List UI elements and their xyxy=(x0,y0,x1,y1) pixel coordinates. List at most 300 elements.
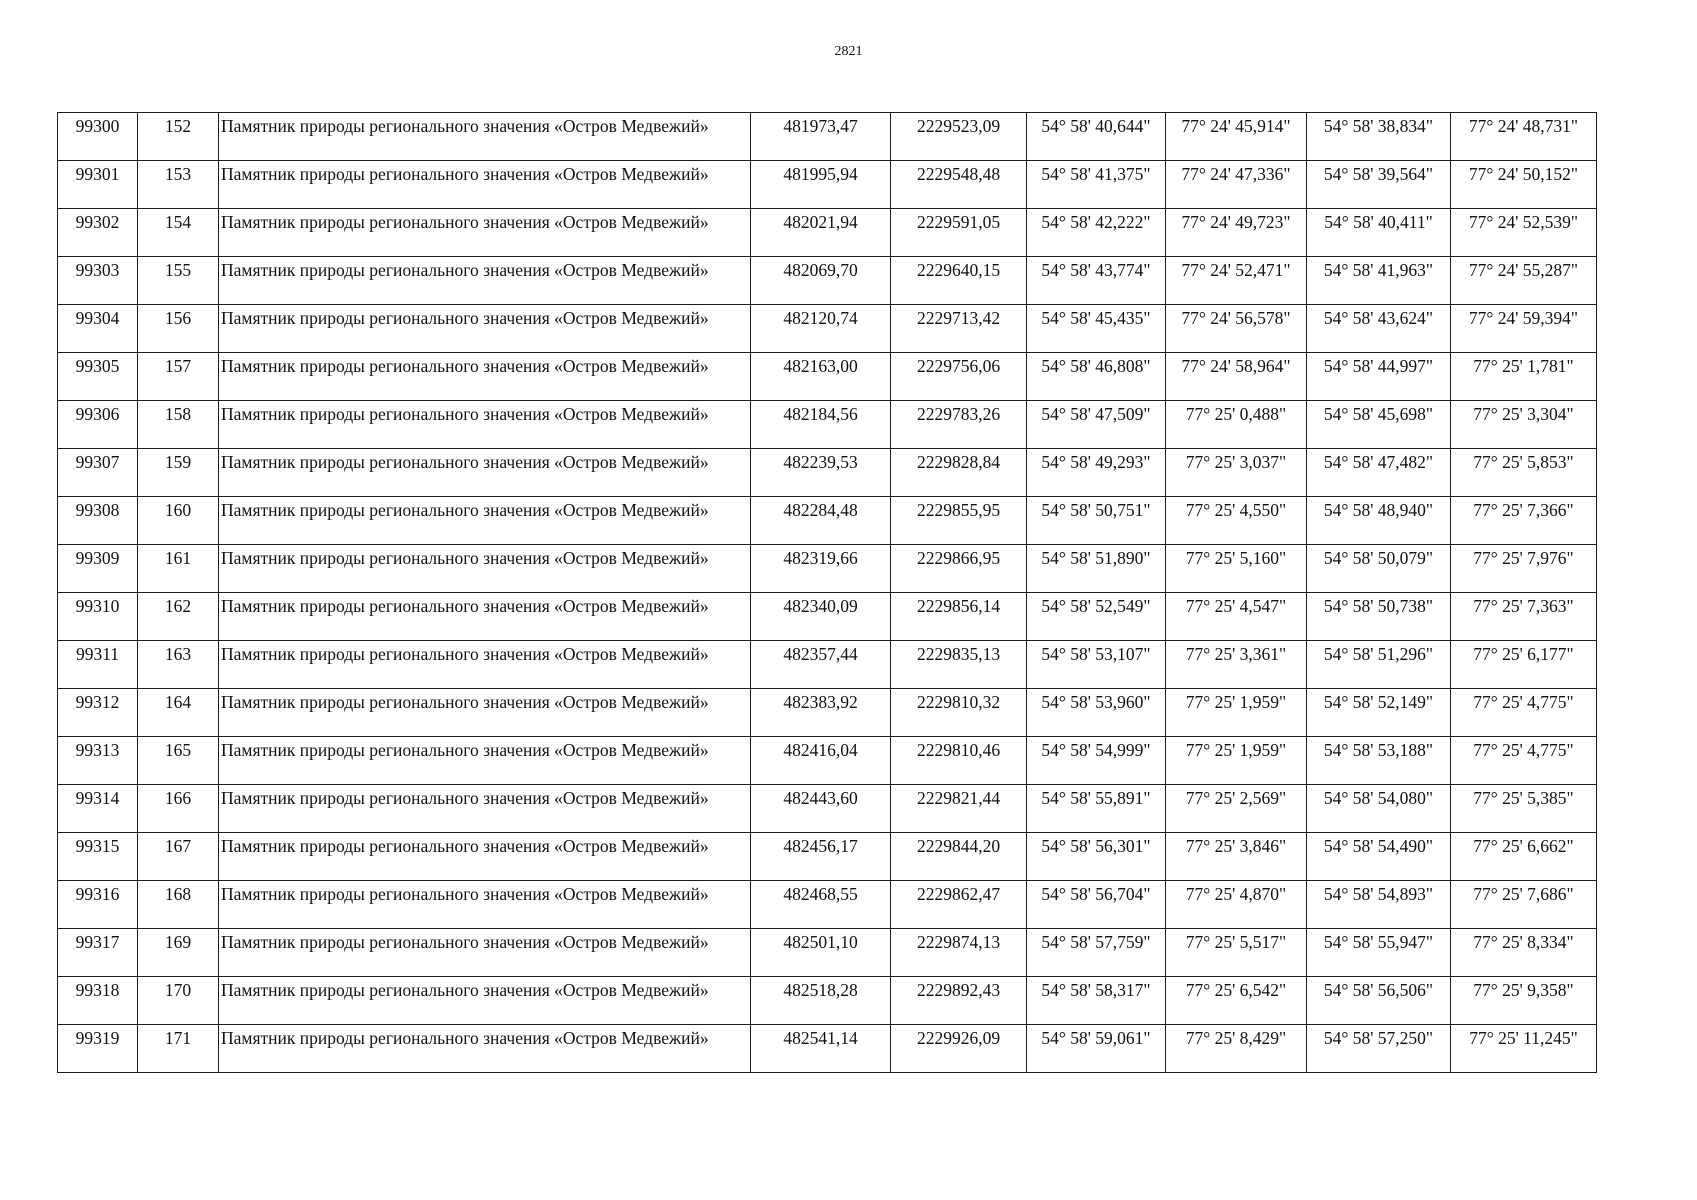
latitude-1-cell xyxy=(1027,593,1166,641)
table-row xyxy=(58,1025,1597,1073)
point-number-cell xyxy=(138,929,219,977)
point-id-text: 99319 xyxy=(75,1028,120,1048)
coord-y-text: 2229874,13 xyxy=(916,932,1001,952)
latitude-1-cell xyxy=(1027,257,1166,305)
table-row xyxy=(58,497,1597,545)
latitude-2-text: 54° 58' 45,698" xyxy=(1323,404,1434,424)
longitude-2-text: 77° 25' 1,781" xyxy=(1473,356,1574,376)
table-row xyxy=(58,449,1597,497)
latitude-1-text: 54° 58' 43,774" xyxy=(1041,260,1151,280)
point-number-cell xyxy=(138,449,219,497)
longitude-2-text: 77° 25' 11,245" xyxy=(1469,1028,1578,1048)
table-row xyxy=(58,305,1597,353)
coord-y-cell xyxy=(891,833,1027,881)
longitude-1-text: 77° 25' 4,550" xyxy=(1185,500,1287,520)
latitude-1-cell xyxy=(1027,209,1166,257)
longitude-1-cell xyxy=(1166,257,1307,305)
coord-x-cell xyxy=(751,305,891,353)
table-row xyxy=(58,737,1597,785)
longitude-2-cell xyxy=(1451,161,1597,209)
longitude-2-text: 77° 25' 6,177" xyxy=(1473,644,1574,664)
object-name-cell xyxy=(219,161,751,209)
point-id-cell xyxy=(58,497,138,545)
point-number-cell xyxy=(138,785,219,833)
longitude-1-text: 77° 24' 52,471" xyxy=(1181,260,1291,280)
latitude-2-cell xyxy=(1307,929,1451,977)
object-name-text: Памятник природы регионального значения «Остров Медвежий» xyxy=(221,980,709,1000)
latitude-1-cell xyxy=(1027,641,1166,689)
point-number-cell xyxy=(138,641,219,689)
point-number-text: 159 xyxy=(164,452,192,472)
point-number-text: 161 xyxy=(164,548,192,568)
longitude-2-text: 77° 25' 4,775" xyxy=(1473,740,1574,760)
coordinates-table xyxy=(57,112,1597,1073)
latitude-2-text: 54° 58' 50,079" xyxy=(1323,548,1434,568)
object-name-cell xyxy=(219,257,751,305)
latitude-1-text: 54° 58' 46,808" xyxy=(1041,356,1151,376)
table-row xyxy=(58,161,1597,209)
longitude-1-text: 77° 25' 1,959" xyxy=(1185,692,1287,712)
point-id-cell xyxy=(58,545,138,593)
longitude-1-text: 77° 24' 45,914" xyxy=(1181,116,1291,136)
point-id-text: 99313 xyxy=(75,740,120,760)
latitude-2-cell xyxy=(1307,737,1451,785)
latitude-2-cell xyxy=(1307,161,1451,209)
latitude-2-cell xyxy=(1307,449,1451,497)
object-name-text: Памятник природы регионального значения «Остров Медвежий» xyxy=(221,452,709,472)
latitude-1-cell xyxy=(1027,161,1166,209)
point-id-text: 99314 xyxy=(75,788,120,808)
point-id-cell xyxy=(58,929,138,977)
latitude-2-cell xyxy=(1307,545,1451,593)
latitude-1-text: 54° 58' 53,960" xyxy=(1041,692,1151,712)
longitude-1-text: 77° 25' 8,429" xyxy=(1185,1028,1287,1048)
coord-y-cell xyxy=(891,737,1027,785)
longitude-2-text: 77° 25' 5,385" xyxy=(1473,788,1574,808)
object-name-cell xyxy=(219,737,751,785)
point-id-text: 99306 xyxy=(75,404,120,424)
point-number-cell xyxy=(138,353,219,401)
coord-y-cell xyxy=(891,929,1027,977)
point-id-cell xyxy=(58,161,138,209)
point-id-text: 99302 xyxy=(75,212,120,232)
latitude-2-text: 54° 58' 43,624" xyxy=(1323,308,1434,328)
coord-y-text: 2229855,95 xyxy=(916,500,1001,520)
table-row xyxy=(58,113,1597,161)
longitude-1-cell xyxy=(1166,161,1307,209)
coord-x-cell xyxy=(751,545,891,593)
coord-x-cell xyxy=(751,401,891,449)
longitude-2-text: 77° 25' 7,363" xyxy=(1473,596,1574,616)
object-name-text: Памятник природы регионального значения «Остров Медвежий» xyxy=(221,788,709,808)
longitude-2-cell xyxy=(1451,689,1597,737)
latitude-1-text: 54° 58' 54,999" xyxy=(1041,740,1151,760)
latitude-1-text: 54° 58' 49,293" xyxy=(1041,452,1151,472)
longitude-2-cell xyxy=(1451,881,1597,929)
latitude-2-cell xyxy=(1307,593,1451,641)
latitude-1-cell xyxy=(1027,737,1166,785)
longitude-1-cell xyxy=(1166,881,1307,929)
coord-x-text: 482541,14 xyxy=(783,1028,858,1048)
longitude-2-cell xyxy=(1451,737,1597,785)
point-id-cell xyxy=(58,593,138,641)
object-name-cell xyxy=(219,497,751,545)
table-row xyxy=(58,641,1597,689)
longitude-1-text: 77° 25' 5,517" xyxy=(1185,932,1287,952)
coord-x-cell xyxy=(751,881,891,929)
coord-x-text: 481995,94 xyxy=(783,164,858,184)
coord-y-text: 2229756,06 xyxy=(916,356,1001,376)
coord-x-cell xyxy=(751,689,891,737)
point-id-text: 99300 xyxy=(75,116,120,136)
coord-x-text: 482120,74 xyxy=(783,308,858,328)
point-number-text: 171 xyxy=(164,1028,192,1048)
object-name-text: Памятник природы регионального значения «Остров Медвежий» xyxy=(221,260,709,280)
latitude-1-cell xyxy=(1027,1025,1166,1073)
point-number-text: 169 xyxy=(164,932,192,952)
point-id-text: 99307 xyxy=(75,452,120,472)
point-id-cell xyxy=(58,737,138,785)
longitude-1-cell xyxy=(1166,449,1307,497)
point-number-cell xyxy=(138,305,219,353)
latitude-2-text: 54° 58' 53,188" xyxy=(1323,740,1434,760)
object-name-cell xyxy=(219,881,751,929)
coord-x-text: 482021,94 xyxy=(783,212,858,232)
latitude-2-text: 54° 58' 50,738" xyxy=(1323,596,1434,616)
coord-x-cell xyxy=(751,113,891,161)
point-number-text: 152 xyxy=(164,116,192,136)
coord-y-cell xyxy=(891,689,1027,737)
coord-x-text: 482456,17 xyxy=(783,836,858,856)
longitude-1-cell xyxy=(1166,737,1307,785)
point-number-cell xyxy=(138,257,219,305)
object-name-text: Памятник природы регионального значения «Остров Медвежий» xyxy=(221,548,709,568)
latitude-2-text: 54° 58' 47,482" xyxy=(1323,452,1434,472)
longitude-2-cell xyxy=(1451,641,1597,689)
table-row xyxy=(58,593,1597,641)
latitude-1-cell xyxy=(1027,353,1166,401)
coord-y-cell xyxy=(891,209,1027,257)
longitude-2-text: 77° 24' 52,539" xyxy=(1468,212,1579,232)
latitude-2-text: 54° 58' 41,963" xyxy=(1323,260,1434,280)
coord-y-text: 2229828,84 xyxy=(916,452,1001,472)
coord-x-text: 482357,44 xyxy=(783,644,858,664)
longitude-1-cell xyxy=(1166,1025,1307,1073)
point-number-text: 155 xyxy=(164,260,192,280)
latitude-2-text: 54° 58' 44,997" xyxy=(1323,356,1434,376)
longitude-1-text: 77° 25' 3,037" xyxy=(1185,452,1287,472)
longitude-2-cell xyxy=(1451,305,1597,353)
coord-y-text: 2229640,15 xyxy=(916,260,1001,280)
longitude-2-text: 77° 25' 7,686" xyxy=(1473,884,1574,904)
point-number-text: 165 xyxy=(164,740,192,760)
longitude-2-cell xyxy=(1451,545,1597,593)
coord-y-cell xyxy=(891,881,1027,929)
coord-x-cell xyxy=(751,833,891,881)
longitude-1-text: 77° 25' 1,959" xyxy=(1185,740,1287,760)
table-row xyxy=(58,833,1597,881)
latitude-2-text: 54° 58' 54,490" xyxy=(1323,836,1434,856)
longitude-2-cell xyxy=(1451,353,1597,401)
latitude-1-text: 54° 58' 51,890" xyxy=(1041,548,1151,568)
coord-x-text: 482501,10 xyxy=(783,932,858,952)
latitude-1-cell xyxy=(1027,689,1166,737)
longitude-1-text: 77° 25' 2,569" xyxy=(1185,788,1287,808)
coord-y-text: 2229892,43 xyxy=(916,980,1001,1000)
point-number-cell xyxy=(138,689,219,737)
point-number-text: 156 xyxy=(164,308,192,328)
coord-y-text: 2229844,20 xyxy=(916,836,1001,856)
point-number-text: 162 xyxy=(164,596,192,616)
longitude-1-cell xyxy=(1166,593,1307,641)
longitude-2-cell xyxy=(1451,209,1597,257)
table-row xyxy=(58,209,1597,257)
latitude-1-text: 54° 58' 53,107" xyxy=(1041,644,1151,664)
coord-x-text: 482443,60 xyxy=(783,788,858,808)
coord-x-text: 482319,66 xyxy=(783,548,858,568)
point-id-text: 99304 xyxy=(75,308,120,328)
coord-x-cell xyxy=(751,593,891,641)
table-row xyxy=(58,545,1597,593)
table-row xyxy=(58,401,1597,449)
longitude-1-text: 77° 25' 3,361" xyxy=(1185,644,1287,664)
coord-y-cell xyxy=(891,1025,1027,1073)
object-name-text: Памятник природы регионального значения «Остров Медвежий» xyxy=(221,116,709,136)
latitude-2-text: 54° 58' 51,296" xyxy=(1323,644,1434,664)
coord-y-cell xyxy=(891,353,1027,401)
table-row xyxy=(58,689,1597,737)
point-id-text: 99315 xyxy=(75,836,120,856)
latitude-1-cell xyxy=(1027,113,1166,161)
object-name-text: Памятник природы регионального значения «Остров Медвежий» xyxy=(221,500,709,520)
latitude-1-text: 54° 58' 52,549" xyxy=(1041,596,1151,616)
longitude-2-cell xyxy=(1451,833,1597,881)
coord-y-cell xyxy=(891,593,1027,641)
object-name-cell xyxy=(219,833,751,881)
point-number-cell xyxy=(138,161,219,209)
table-row xyxy=(58,785,1597,833)
point-id-cell xyxy=(58,401,138,449)
coord-y-text: 2229591,05 xyxy=(916,212,1001,232)
latitude-1-cell xyxy=(1027,305,1166,353)
longitude-2-cell xyxy=(1451,593,1597,641)
latitude-1-cell xyxy=(1027,401,1166,449)
object-name-cell xyxy=(219,113,751,161)
latitude-2-cell xyxy=(1307,785,1451,833)
coord-x-cell xyxy=(751,737,891,785)
coord-y-text: 2229523,09 xyxy=(916,116,1001,136)
point-id-cell xyxy=(58,785,138,833)
object-name-text: Памятник природы регионального значения «Остров Медвежий» xyxy=(221,836,709,856)
latitude-2-cell xyxy=(1307,305,1451,353)
longitude-1-text: 77° 25' 5,160" xyxy=(1185,548,1287,568)
longitude-1-text: 77° 25' 6,542" xyxy=(1185,980,1287,1000)
latitude-1-text: 54° 58' 45,435" xyxy=(1041,308,1151,328)
latitude-2-text: 54° 58' 48,940" xyxy=(1323,500,1434,520)
latitude-2-text: 54° 58' 55,947" xyxy=(1323,932,1434,952)
point-id-cell xyxy=(58,113,138,161)
longitude-1-cell xyxy=(1166,545,1307,593)
longitude-1-text: 77° 25' 0,488" xyxy=(1185,404,1287,424)
coord-y-cell xyxy=(891,161,1027,209)
latitude-2-cell xyxy=(1307,209,1451,257)
point-id-cell xyxy=(58,977,138,1025)
longitude-2-cell xyxy=(1451,113,1597,161)
point-id-text: 99317 xyxy=(75,932,120,952)
longitude-1-cell xyxy=(1166,689,1307,737)
longitude-1-cell xyxy=(1166,113,1307,161)
object-name-cell xyxy=(219,545,751,593)
point-number-cell xyxy=(138,401,219,449)
table-row xyxy=(58,929,1597,977)
latitude-1-text: 54° 58' 57,759" xyxy=(1041,932,1151,952)
latitude-2-cell xyxy=(1307,401,1451,449)
longitude-1-text: 77° 24' 58,964" xyxy=(1181,356,1291,376)
point-id-text: 99316 xyxy=(75,884,120,904)
longitude-2-text: 77° 25' 3,304" xyxy=(1473,404,1574,424)
coord-y-cell xyxy=(891,401,1027,449)
latitude-2-text: 54° 58' 54,893" xyxy=(1323,884,1434,904)
latitude-2-text: 54° 58' 40,411" xyxy=(1324,212,1433,232)
object-name-cell xyxy=(219,401,751,449)
longitude-1-text: 77° 25' 4,547" xyxy=(1185,596,1287,616)
object-name-text: Памятник природы регионального значения «Остров Медвежий» xyxy=(221,692,709,712)
object-name-text: Памятник природы регионального значения «Остров Медвежий» xyxy=(221,404,709,424)
coord-x-cell xyxy=(751,353,891,401)
latitude-1-cell xyxy=(1027,785,1166,833)
point-number-text: 168 xyxy=(164,884,192,904)
longitude-2-text: 77° 24' 59,394" xyxy=(1468,308,1579,328)
coord-x-cell xyxy=(751,641,891,689)
longitude-1-cell xyxy=(1166,833,1307,881)
coord-x-text: 482416,04 xyxy=(783,740,858,760)
object-name-cell xyxy=(219,305,751,353)
point-id-cell xyxy=(58,641,138,689)
longitude-2-text: 77° 25' 4,775" xyxy=(1473,692,1574,712)
coord-y-text: 2229548,48 xyxy=(916,164,1001,184)
point-number-cell xyxy=(138,833,219,881)
table-row xyxy=(58,353,1597,401)
point-id-text: 99305 xyxy=(75,356,120,376)
point-number-cell xyxy=(138,545,219,593)
page-number: 2821 xyxy=(834,44,863,59)
longitude-2-cell xyxy=(1451,785,1597,833)
object-name-text: Памятник природы регионального значения «Остров Медвежий» xyxy=(221,164,709,184)
object-name-cell xyxy=(219,593,751,641)
coord-y-cell xyxy=(891,113,1027,161)
longitude-2-cell xyxy=(1451,977,1597,1025)
table-row xyxy=(58,257,1597,305)
point-id-text: 99311 xyxy=(75,644,120,664)
point-id-cell xyxy=(58,305,138,353)
latitude-1-text: 54° 58' 58,317" xyxy=(1041,980,1151,1000)
object-name-text: Памятник природы регионального значения «Остров Медвежий» xyxy=(221,740,709,760)
coord-y-text: 2229713,42 xyxy=(916,308,1001,328)
latitude-1-text: 54° 58' 59,061" xyxy=(1041,1028,1151,1048)
longitude-1-text: 77° 25' 4,870" xyxy=(1185,884,1287,904)
coord-x-text: 482383,92 xyxy=(783,692,858,712)
latitude-2-cell xyxy=(1307,641,1451,689)
longitude-2-text: 77° 24' 55,287" xyxy=(1468,260,1579,280)
latitude-1-text: 54° 58' 40,644" xyxy=(1041,116,1151,136)
coord-y-text: 2229810,46 xyxy=(916,740,1001,760)
latitude-2-cell xyxy=(1307,881,1451,929)
point-id-text: 99312 xyxy=(75,692,120,712)
point-number-text: 160 xyxy=(164,500,192,520)
latitude-1-text: 54° 58' 41,375" xyxy=(1041,164,1151,184)
latitude-2-cell xyxy=(1307,833,1451,881)
coord-y-cell xyxy=(891,785,1027,833)
longitude-2-text: 77° 25' 9,358" xyxy=(1473,980,1574,1000)
coord-x-text: 482163,00 xyxy=(783,356,858,376)
object-name-cell xyxy=(219,1025,751,1073)
object-name-cell xyxy=(219,209,751,257)
object-name-cell xyxy=(219,977,751,1025)
coord-x-text: 482069,70 xyxy=(783,260,858,280)
latitude-2-cell xyxy=(1307,1025,1451,1073)
coord-y-cell xyxy=(891,449,1027,497)
point-number-text: 170 xyxy=(164,980,192,1000)
point-number-text: 163 xyxy=(164,644,192,664)
object-name-cell xyxy=(219,641,751,689)
latitude-1-cell xyxy=(1027,929,1166,977)
longitude-1-cell xyxy=(1166,401,1307,449)
coord-x-text: 482518,28 xyxy=(783,980,858,1000)
object-name-cell xyxy=(219,449,751,497)
point-id-text: 99318 xyxy=(75,980,120,1000)
longitude-2-text: 77° 25' 5,853" xyxy=(1473,452,1574,472)
object-name-text: Памятник природы регионального значения «Остров Медвежий» xyxy=(221,356,709,376)
object-name-cell xyxy=(219,785,751,833)
point-number-cell xyxy=(138,113,219,161)
coord-y-text: 2229810,32 xyxy=(916,692,1001,712)
latitude-2-text: 54° 58' 54,080" xyxy=(1323,788,1434,808)
object-name-text: Памятник природы регионального значения «Остров Медвежий» xyxy=(221,1028,709,1048)
latitude-2-cell xyxy=(1307,977,1451,1025)
coord-x-cell xyxy=(751,977,891,1025)
longitude-1-cell xyxy=(1166,305,1307,353)
longitude-2-cell xyxy=(1451,257,1597,305)
coord-y-text: 2229926,09 xyxy=(916,1028,1001,1048)
longitude-2-text: 77° 25' 7,976" xyxy=(1473,548,1574,568)
point-id-cell xyxy=(58,833,138,881)
coord-x-text: 482468,55 xyxy=(783,884,858,904)
coord-x-text: 482239,53 xyxy=(783,452,858,472)
latitude-2-text: 54° 58' 56,506" xyxy=(1323,980,1434,1000)
coord-y-cell xyxy=(891,545,1027,593)
latitude-2-cell xyxy=(1307,113,1451,161)
point-id-cell xyxy=(58,353,138,401)
coord-x-text: 482284,48 xyxy=(783,500,858,520)
longitude-2-text: 77° 24' 50,152" xyxy=(1468,164,1579,184)
latitude-1-text: 54° 58' 56,301" xyxy=(1041,836,1151,856)
point-number-cell xyxy=(138,977,219,1025)
object-name-text: Памятник природы регионального значения «Остров Медвежий» xyxy=(221,212,709,232)
point-number-cell xyxy=(138,593,219,641)
object-name-text: Памятник природы регионального значения «Остров Медвежий» xyxy=(221,596,709,616)
latitude-1-cell xyxy=(1027,449,1166,497)
coord-y-text: 2229835,13 xyxy=(916,644,1001,664)
point-id-text: 99303 xyxy=(75,260,120,280)
coord-y-cell xyxy=(891,497,1027,545)
point-number-cell xyxy=(138,497,219,545)
longitude-1-text: 77° 24' 56,578" xyxy=(1181,308,1291,328)
point-number-text: 158 xyxy=(164,404,192,424)
longitude-1-cell xyxy=(1166,929,1307,977)
coord-y-text: 2229821,44 xyxy=(916,788,1001,808)
point-id-cell xyxy=(58,689,138,737)
point-id-cell xyxy=(58,209,138,257)
